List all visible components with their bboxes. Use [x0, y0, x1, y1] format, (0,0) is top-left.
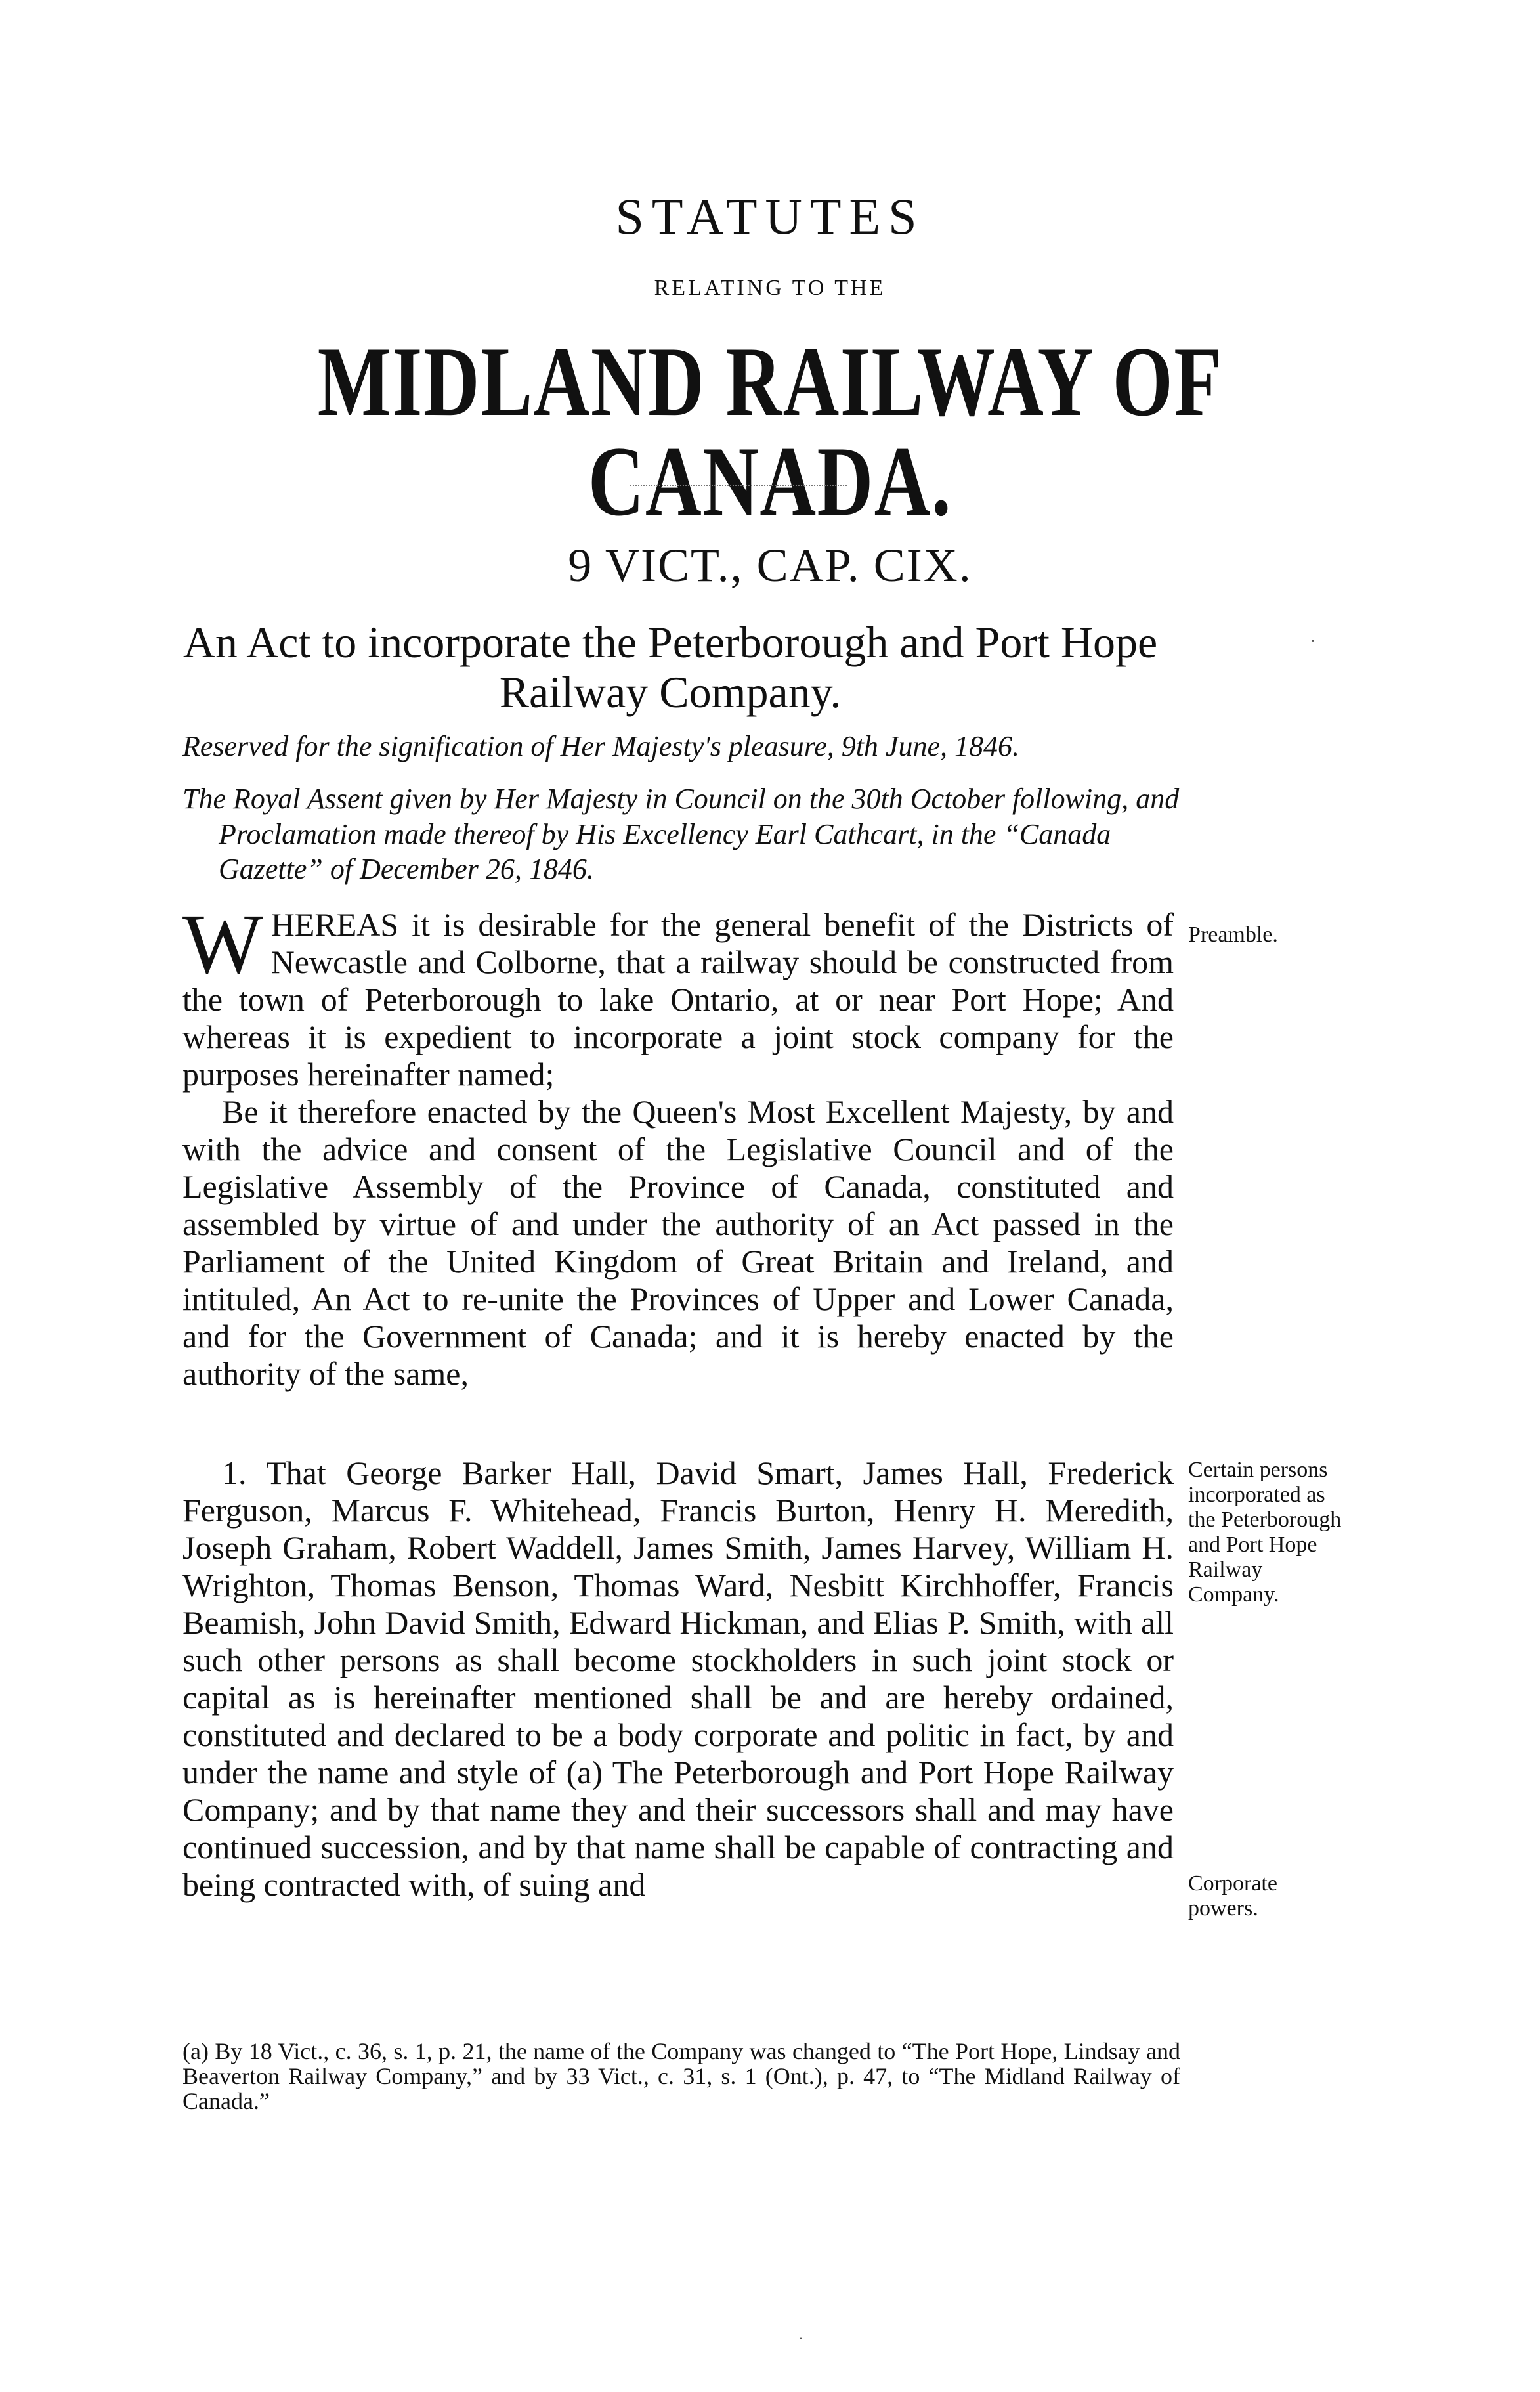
chapter-heading: 9 VICT., CAP. CIX. [568, 539, 972, 592]
section-1-text: 1. That George Barker Hall, David Smart, James Hall, Frederick Ferguson, Marcus F. Whitehead, Francis Burton, Henry H. Meredith, Joseph Graham, Robert Waddell, James Smith, James Harvey, William H. Wrighton, Thomas Benson, Thomas Ward, Nesbitt Kirchhoffer, Francis Beamish, John David Smith, Edward Hickman, and Elias P. Smith, with all such other persons as shall become stockholders in such joint stock or capital as is hereinafter mentioned shall be and are hereby ordained, constituted and declared to be a body corporate and politic in fact, by and under the name and style of (a) The Peterborough and Port Hope Railway Company; and by that name they and their successors shall and may have continued succession, and by that name shall be capable of contracting and being contracted with, of suing and [182, 1454, 1174, 1903]
preamble-text: HEREAS it is desirable for the general benefit of the Districts of Newcastle and Colborne, that a railway should be constructed from the town of Peterborough to lake Ontario, at or near Port Hope; And whereas it is expedient to incorporate a joint stock company for the purposes hereinafter named; [182, 906, 1174, 1093]
reserved-note: Reserved for the signification of Her Majesty's pleasure, 9th June, 1846. [182, 730, 1019, 762]
main-title: MIDLAND RAILWAY OF CANADA. [317, 326, 1223, 536]
section-1 [182, 1454, 1174, 1903]
margin-note-incorporation: Certain persons incorporated as the Peterborough and Port Hope Railway Company. [1188, 1458, 1342, 1607]
margin-note-preamble: Preamble. [1188, 923, 1278, 947]
drop-cap: W [182, 897, 263, 991]
relating-subheading: RELATING TO THE [654, 276, 886, 300]
statutes-heading: STATUTES [615, 188, 925, 245]
margin-note-corporate-powers: Corporate powers. [1188, 1871, 1277, 1921]
page-speck: · [1310, 630, 1316, 652]
royal-assent-note: The Royal Assent given by Her Majesty in Council on the 30th October following, and Proclamation made thereof by His Excellency Earl Cathcart, in the “Canada Gazette” of December 26, 1846. [182, 783, 1180, 886]
enacting-clause: Be it therefore enacted by the Queen's Most Excellent Majesty, by and with the advice and consent of the Legislative Council and of the Legislative Assembly of the Province of Canada, constituted and assembled by virtue of and under the authority of an Act passed in the Parliament of the United Kingdom of Great Britain and Ireland, and intituled, An Act to re-unite the Provinces of Upper and Lower Canada, and for the Government of Canada; and it is hereby enacted by the authority of the same, [182, 1093, 1174, 1392]
act-title: An Act to incorporate the Peterborough and Port Hope Railway Company. [182, 617, 1158, 718]
preamble-section [182, 897, 1174, 1393]
page-speck: · [798, 2328, 804, 2349]
preamble-paragraph [182, 897, 1174, 1093]
title-divider [630, 485, 847, 486]
footnote: (a) By 18 Vict., c. 36, s. 1, p. 21, the name of the Company was changed to “The Port Hope, Lindsay and Beaverton Railway Company,” and by 33 Vict., c. 31, s. 1 (Ont.), p. 47, to “The Midland Railway of Canada.” [182, 2038, 1180, 2114]
